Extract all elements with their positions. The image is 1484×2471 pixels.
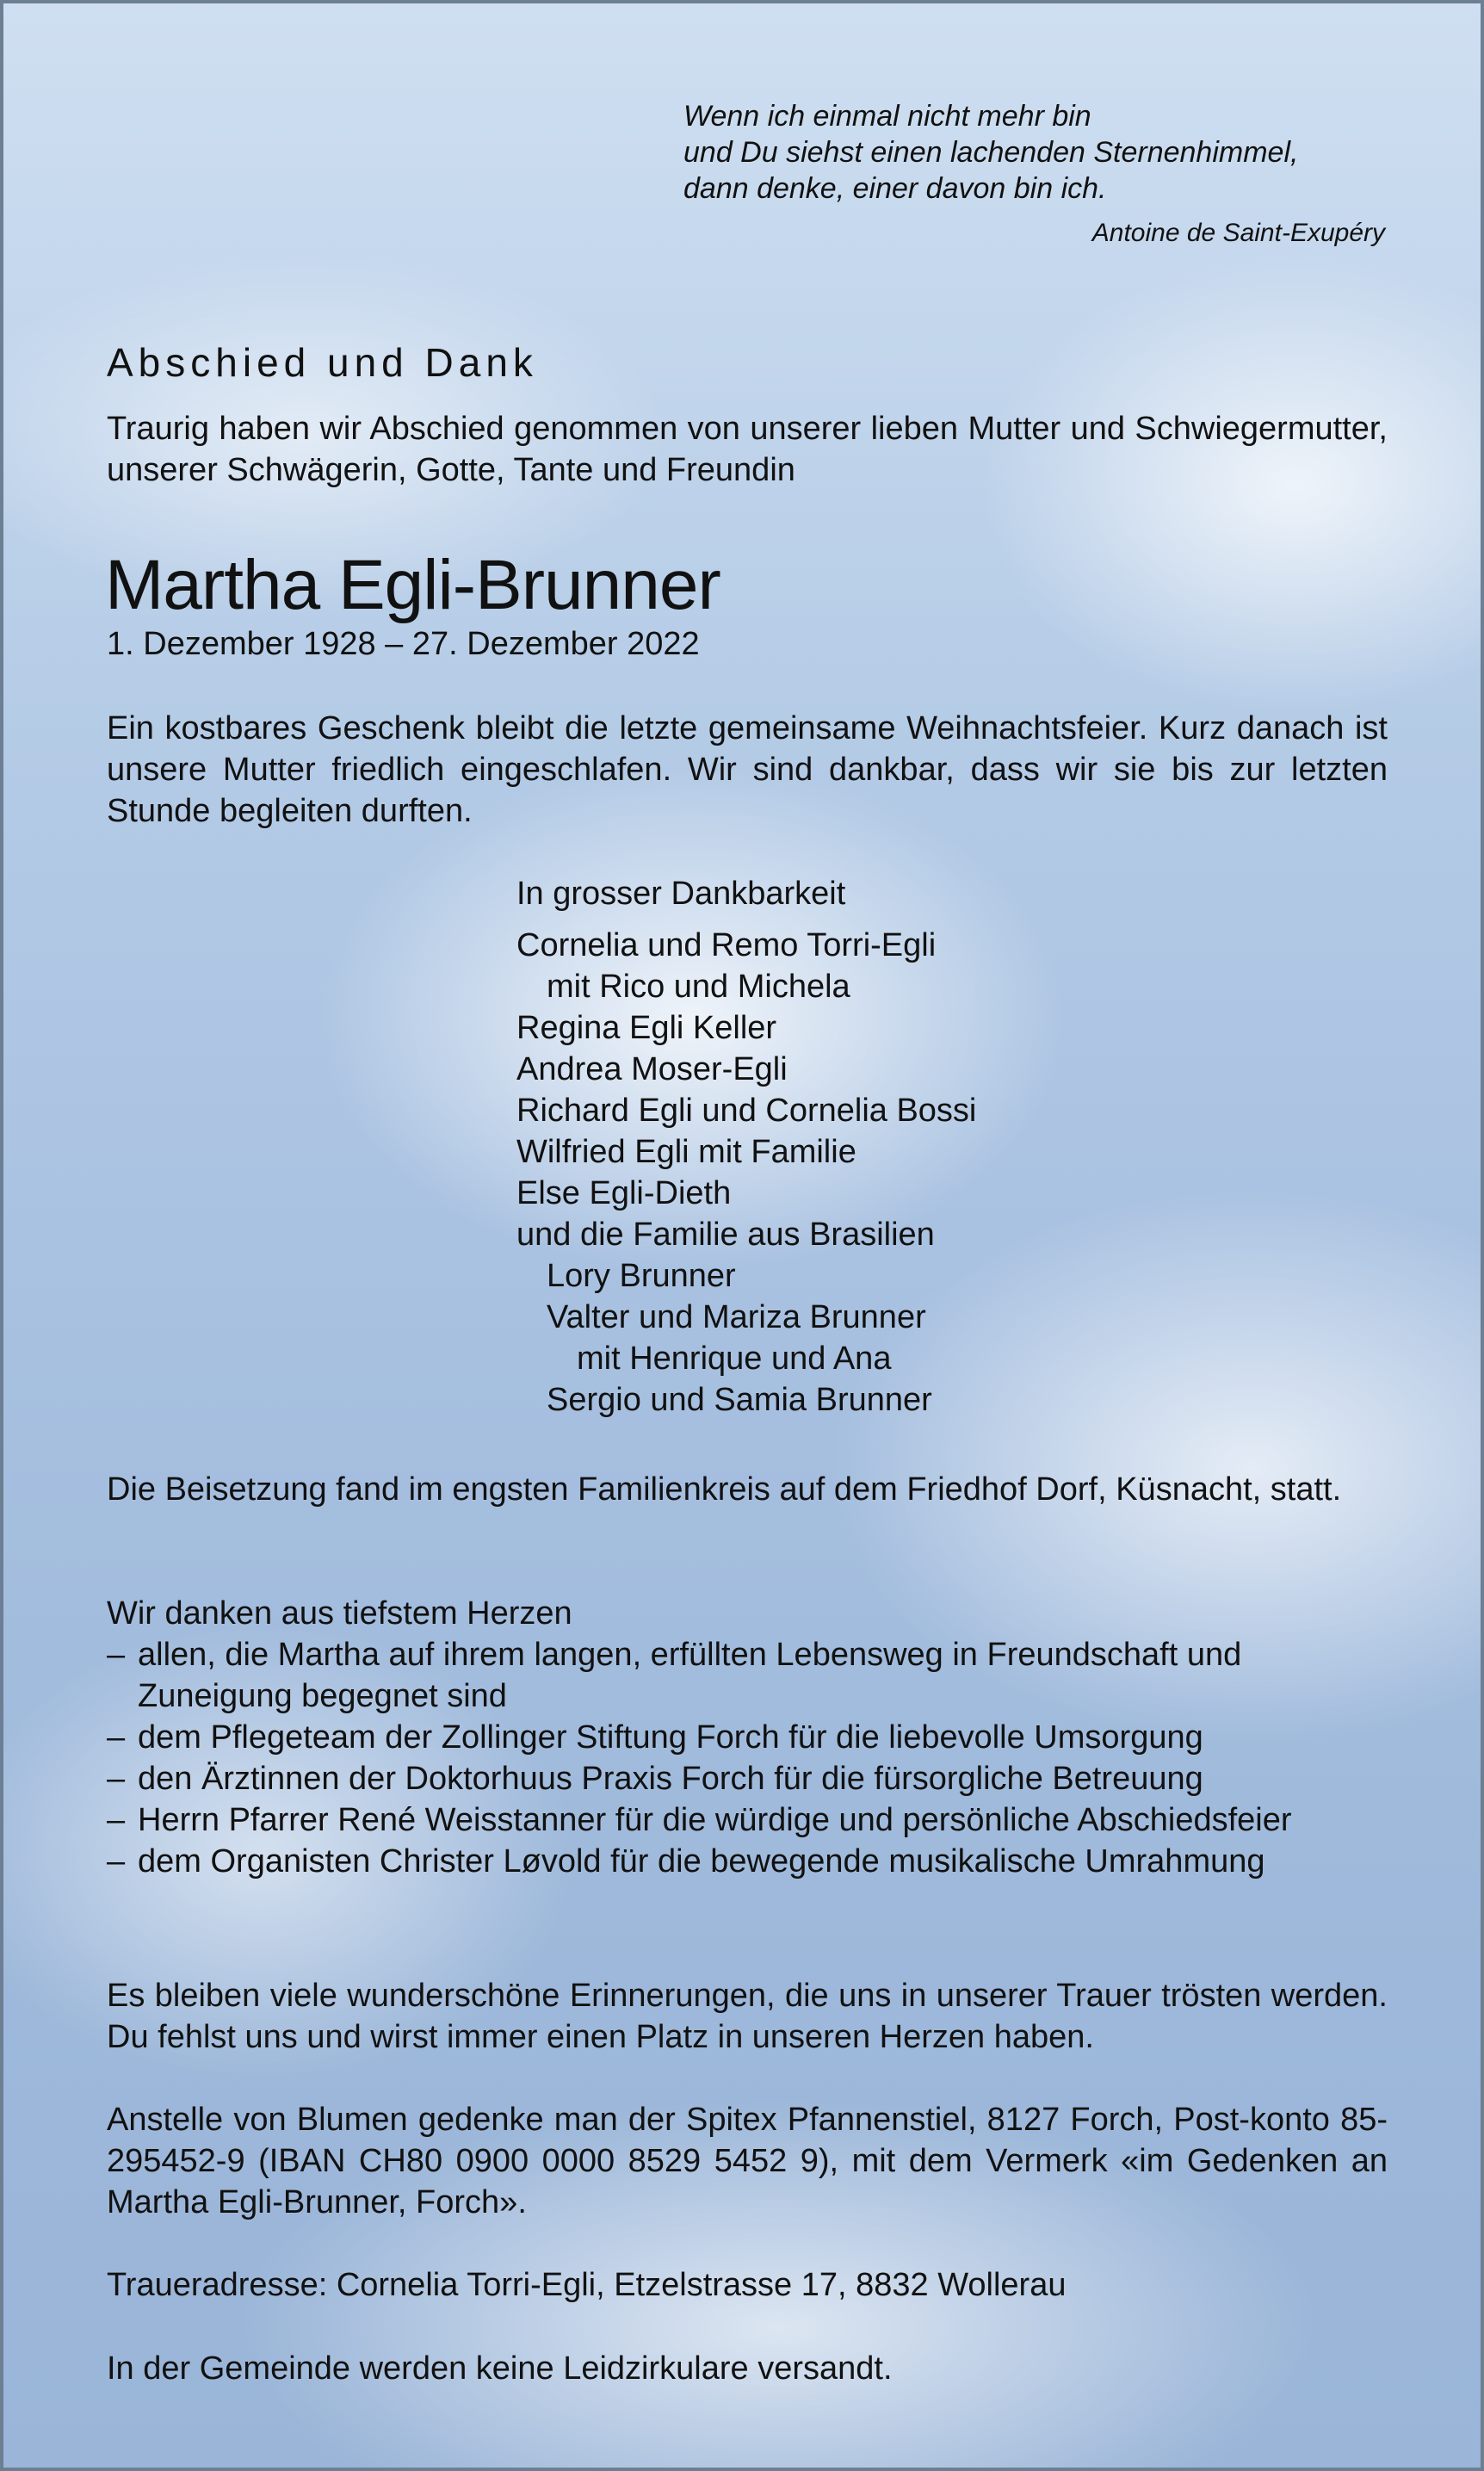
thanks-list	[107, 1634, 1388, 1882]
mourners-list	[516, 873, 976, 1421]
thanks-item: – den Ärztinnen der Doktorhuus Praxis Forch für die fürsorgliche Betreuung	[107, 1761, 1203, 1797]
circular-notice: In der Gemeinde werden keine Leidzirkulare versandt.	[107, 2350, 893, 2387]
thanks-item: – dem Pflegeteam der Zollinger Stiftung Forch für die liebevolle Umsorgung	[107, 1719, 1203, 1756]
thanks-item: – dem Organisten Christer Løvold für die bewegende musikalische Umrahmung	[107, 1843, 1265, 1880]
paragraph-christmas: Ein kostbares Geschenk bleibt die letzte gemeinsame Weihnachtsfeier. Kurz danach ist unsere Mutter friedlich eingeschlafen. Wir sind dankbar, dass wir sie bis zur letzten Stunde begleiten durften.	[107, 710, 1388, 829]
mourner-name: Sergio und Samia Brunner	[547, 1382, 932, 1418]
memories-text: Es bleiben viele wunderschöne Erinnerungen, die uns in unserer Trauer trösten werden. Du fehlst uns und wirst immer einen Platz in unseren Herzen haben.	[107, 1978, 1388, 2055]
motto-line: dann denke, einer davon bin ich.	[683, 172, 1107, 205]
burial-text: Die Beisetzung fand im engsten Familienkreis auf dem Friedhof Dorf, Küsnacht, statt.	[107, 1471, 1342, 1508]
motto-quote	[683, 98, 1389, 251]
mourner-name: Andrea Moser-Egli	[516, 1051, 788, 1087]
mourning-address: Traueradresse: Cornelia Torri-Egli, Etzelstrasse 17, 8832 Wollerau	[107, 2267, 1067, 2303]
mourner-name: Else Egli-Dieth	[516, 1175, 732, 1211]
thanks-intro: Wir danken aus tiefstem Herzen	[107, 1595, 572, 1632]
motto-line: und Du siehst einen lachenden Sternenhimmel,	[683, 136, 1299, 169]
thanks-section	[107, 1593, 1388, 1882]
motto-line: Wenn ich einmal nicht mehr bin	[683, 100, 1091, 133]
mourner-name: Regina Egli Keller	[516, 1010, 777, 1046]
thanks-item: – Herrn Pfarrer René Weisstanner für die würdige und persönliche Abschiedsfeier	[107, 1802, 1292, 1838]
mourner-name: mit Henrique und Ana	[577, 1341, 892, 1377]
intro-text: Traurig haben wir Abschied genommen von unserer lieben Mutter und Schwiegermutter, unserer Schwägerin, Gotte, Tante und Freundin	[107, 411, 1388, 488]
mourner-name: Wilfried Egli mit Familie	[516, 1134, 856, 1170]
mourner-name: Valter und Mariza Brunner	[547, 1299, 926, 1335]
mourner-name: mit Rico und Michela	[547, 969, 850, 1005]
section-heading: Abschied und Dank	[107, 340, 538, 385]
mourner-name: Richard Egli und Cornelia Bossi	[516, 1093, 977, 1129]
motto-author: Antoine de Saint-Exupéry	[1091, 219, 1385, 247]
mourner-name: Cornelia und Remo Torri-Egli	[516, 927, 937, 963]
life-dates: 1. Dezember 1928 – 27. Dezember 2022	[107, 626, 700, 662]
mourner-name: Lory Brunner	[547, 1258, 736, 1294]
donation-text: Anstelle von Blumen gedenke man der Spitex Pfannenstiel, 8127 Forch, Post-konto 85-295452-9 (IBAN CH80 0900 0000 8529 5452 9), mit dem Vermerk «im Gedenken an Martha Egli-Brunner, Forch».	[107, 2102, 1388, 2220]
deceased-name: Martha Egli-Brunner	[105, 546, 720, 624]
mourners-intro: In grosser Dankbarkeit	[516, 876, 846, 912]
thanks-item: – allen, die Martha auf ihrem langen, erfüllten Lebensweg in Freundschaft und Zuneigung begegnet sind	[107, 1637, 1242, 1714]
mourner-name: und die Familie aus Brasilien	[516, 1217, 935, 1253]
